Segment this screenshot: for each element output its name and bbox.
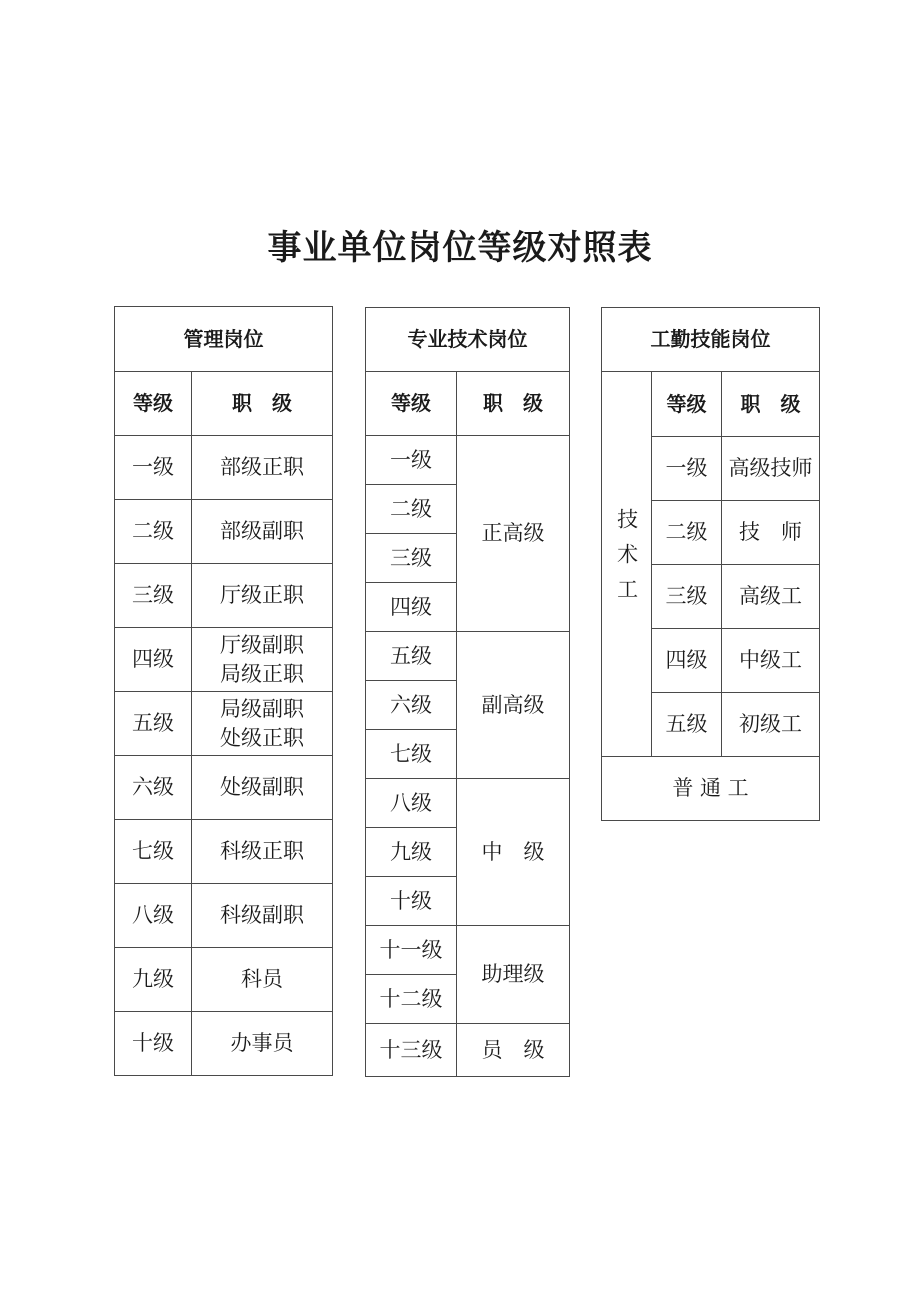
management-table — [114, 306, 333, 1076]
table-row — [115, 436, 333, 500]
table-row — [366, 1024, 570, 1077]
rank-cell: 助理级 — [457, 926, 570, 1024]
rank-cell: 部级副职 — [192, 500, 333, 564]
grade-cell: 三级 — [366, 534, 457, 583]
table-row — [602, 757, 820, 821]
table-row — [115, 628, 333, 692]
rank-line: 处级正职 — [220, 725, 304, 750]
grade-cell: 一级 — [652, 437, 722, 501]
grade-cell: 六级 — [115, 756, 192, 820]
grade-cell: 七级 — [115, 820, 192, 884]
col-rank-header: 职 级 — [457, 372, 570, 436]
grade-cell: 十级 — [115, 1012, 192, 1076]
col-grade-header: 等级 — [366, 372, 457, 436]
grade-cell: 七级 — [366, 730, 457, 779]
grade-cell: 八级 — [115, 884, 192, 948]
rank-cell — [192, 628, 333, 692]
rank-cell: 科级副职 — [192, 884, 333, 948]
technical-worker-text: 技术工 — [614, 507, 639, 613]
rank-cell: 高级工 — [722, 565, 820, 629]
technical-table — [365, 307, 570, 1077]
rank-cell: 科员 — [192, 948, 333, 1012]
worker-header: 工勤技能岗位 — [602, 308, 820, 372]
grade-cell: 九级 — [366, 828, 457, 877]
grade-cell: 二级 — [366, 485, 457, 534]
rank-cell: 部级正职 — [192, 436, 333, 500]
table-row — [115, 1012, 333, 1076]
table-row — [115, 884, 333, 948]
rank-cell: 高级技师 — [722, 437, 820, 501]
rank-cell — [192, 692, 333, 756]
rank-cell: 员 级 — [457, 1024, 570, 1077]
table-row — [366, 779, 570, 828]
table-row — [115, 948, 333, 1012]
grade-cell: 三级 — [115, 564, 192, 628]
technical-worker-label — [602, 372, 652, 757]
grade-cell: 四级 — [115, 628, 192, 692]
table-row — [115, 756, 333, 820]
col-grade-header: 等级 — [115, 372, 192, 436]
worker-table — [601, 307, 820, 821]
grade-cell: 十三级 — [366, 1024, 457, 1077]
table-row — [366, 436, 570, 485]
grade-cell: 二级 — [652, 501, 722, 565]
table-row — [115, 692, 333, 756]
col-grade-header: 等级 — [652, 372, 722, 437]
rank-line: 厅级副职 — [220, 633, 304, 658]
table-row — [115, 820, 333, 884]
grade-cell: 六级 — [366, 681, 457, 730]
table-row — [366, 926, 570, 975]
rank-cell: 处级副职 — [192, 756, 333, 820]
grade-cell: 一级 — [366, 436, 457, 485]
rank-cell: 副高级 — [457, 632, 570, 779]
grade-cell: 九级 — [115, 948, 192, 1012]
col-rank-header: 职 级 — [192, 372, 333, 436]
rank-cell: 厅级正职 — [192, 564, 333, 628]
management-header: 管理岗位 — [115, 307, 333, 372]
grade-cell: 十二级 — [366, 975, 457, 1024]
rank-cell: 中级工 — [722, 629, 820, 693]
table-row — [366, 632, 570, 681]
rank-cell: 科级正职 — [192, 820, 333, 884]
general-worker-cell: 普 通 工 — [602, 757, 820, 821]
grade-cell: 五级 — [115, 692, 192, 756]
grade-cell: 二级 — [115, 500, 192, 564]
technical-header: 专业技术岗位 — [366, 308, 570, 372]
rank-cell: 技 师 — [722, 501, 820, 565]
grade-cell: 三级 — [652, 565, 722, 629]
rank-line: 局级副职 — [220, 697, 304, 722]
col-rank-header: 职 级 — [722, 372, 820, 437]
rank-cell: 初级工 — [722, 693, 820, 757]
grade-cell: 四级 — [652, 629, 722, 693]
grade-cell: 十一级 — [366, 926, 457, 975]
page-title: 事业单位岗位等级对照表 — [267, 228, 653, 268]
rank-line: 局级正职 — [220, 661, 304, 686]
grade-cell: 五级 — [366, 632, 457, 681]
grade-cell: 十级 — [366, 877, 457, 926]
rank-cell: 正高级 — [457, 436, 570, 632]
grade-cell: 五级 — [652, 693, 722, 757]
grade-cell: 一级 — [115, 436, 192, 500]
table-row — [115, 500, 333, 564]
grade-cell: 四级 — [366, 583, 457, 632]
rank-cell: 办事员 — [192, 1012, 333, 1076]
grade-cell: 八级 — [366, 779, 457, 828]
rank-cell: 中 级 — [457, 779, 570, 926]
table-row — [115, 564, 333, 628]
